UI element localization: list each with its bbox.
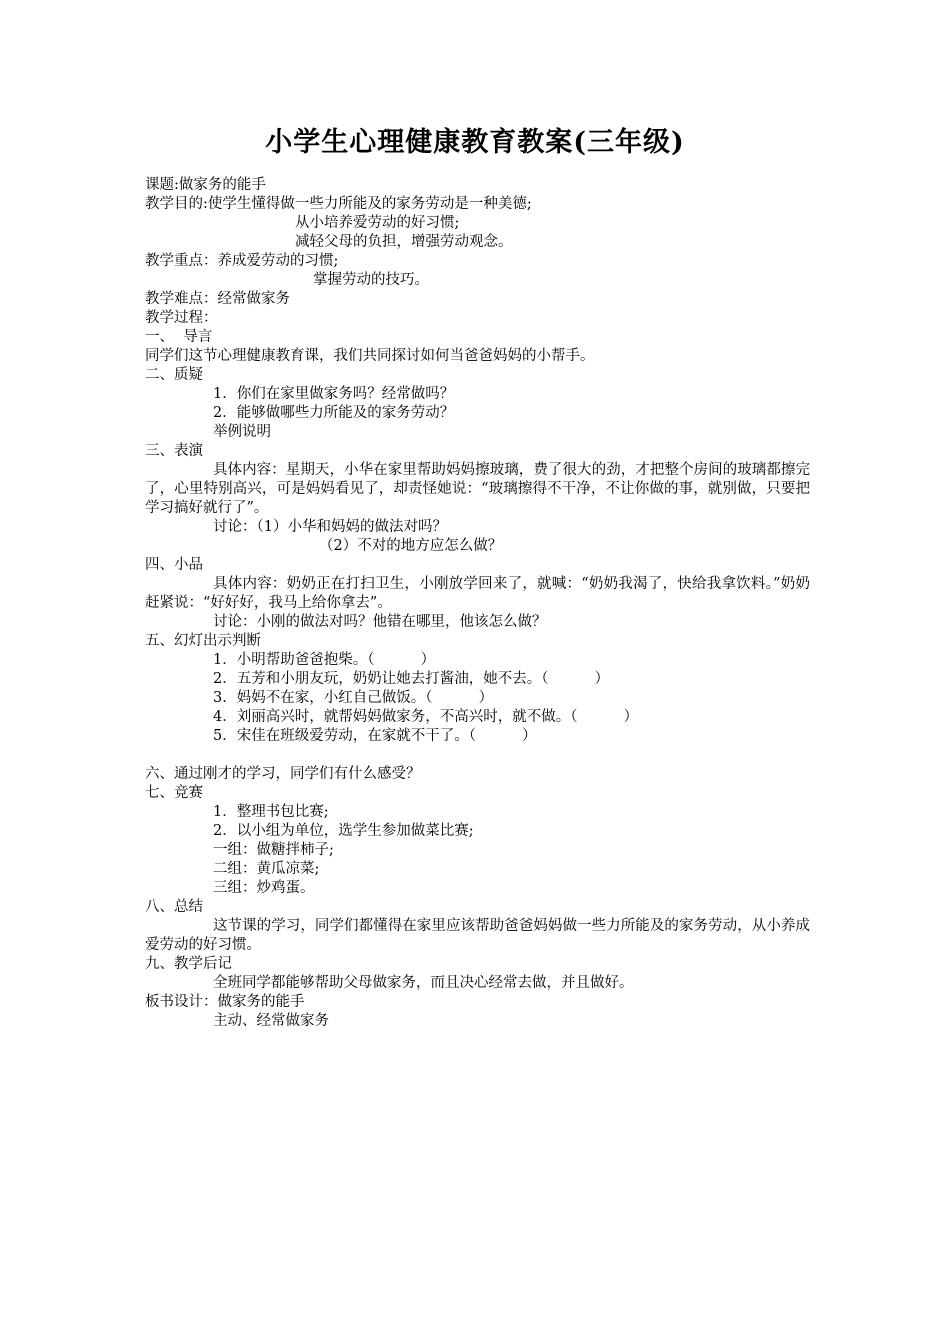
question-item-1: 1．你们在家里做家务吗？经常做吗？ xyxy=(213,386,455,402)
judgement-item-5: 5．宋佳在班级爱劳动，在家就不干了。（ ） xyxy=(213,728,537,744)
section-heading-8: 八、总结 xyxy=(145,899,203,915)
paragraph-intro: 同学们这节心理健康教育课，我们共同探讨如何当爸爸妈妈的小帮手。 xyxy=(145,348,595,364)
discussion-2: （2）不对的地方应怎么做？ xyxy=(319,538,503,554)
document-body xyxy=(145,176,810,1031)
contest-group-1: 一组：做糖拌柿子; xyxy=(213,842,334,858)
judgement-item-3: 3．妈妈不在家，小红自己做饭。（ ） xyxy=(213,690,494,706)
section-heading-7: 七、竞赛 xyxy=(145,785,203,801)
judgement-item-4: 4．刘丽高兴时，就帮妈妈做家务，不高兴时，就不做。（ ） xyxy=(213,709,639,725)
discussion-3: 讨论：小刚的做法对吗？他错在哪里，他该怎么做？ xyxy=(213,614,547,630)
section-heading-5: 五、幻灯出示判断 xyxy=(145,633,261,649)
teaching-goal-3: 减轻父母的负担，增强劳动观念。 xyxy=(295,234,513,250)
contest-group-3: 三组：炒鸡蛋。 xyxy=(213,880,315,896)
section-heading-9: 九、教学后记 xyxy=(145,956,232,972)
question-note: 举例说明 xyxy=(213,424,271,440)
teaching-difficulty: 教学难点：经常做家务 xyxy=(145,291,290,307)
contest-group-2: 二组：黄瓜凉菜; xyxy=(213,861,320,877)
judgement-item-2: 2．五芳和小朋友玩，奶奶让她去打酱油，她不去。（ ） xyxy=(213,671,610,687)
discussion-1: 讨论：（1）小华和妈妈的做法对吗？ xyxy=(213,519,447,535)
section-heading-1: 一、 导言 xyxy=(145,329,213,345)
contest-item-1: 1．整理书包比赛; xyxy=(213,804,329,820)
paragraph-summary: 这节课的学习，同学们都懂得在家里应该帮助爸爸妈妈做一些力所能及的家务劳动，从小养成爱劳动的好习惯。 xyxy=(145,918,810,953)
section-heading-3: 三、表演 xyxy=(145,443,203,459)
question-item-2: 2．能够做哪些力所能及的家务劳动？ xyxy=(213,405,455,421)
section-heading-6: 六、通过刚才的学习，同学们有什么感受？ xyxy=(145,766,421,782)
teaching-goal: 教学目的:使学生懂得做一些力所能及的家务劳动是一种美德; xyxy=(145,196,532,212)
paragraph-performance: 具体内容：星期天，小华在家里帮助妈妈擦玻璃，费了很大的劲，才把整个房间的玻璃都擦完了，心里特别高兴，可是妈妈看见了，却责怪她说：“玻璃擦得不干净，不让你做的事，就别做，只要把学习搞好就行了”。 xyxy=(145,462,810,516)
teaching-focus: 教学重点：养成爱劳动的习惯; xyxy=(145,253,339,269)
board-design-2: 主动、经常做家务 xyxy=(213,1013,329,1029)
teaching-focus-2: 掌握劳动的技巧。 xyxy=(313,272,429,288)
board-design: 板书设计：做家务的能手 xyxy=(145,994,305,1010)
contest-item-2: 2．以小组为单位，选学生参加做菜比赛; xyxy=(213,823,474,839)
paragraph-afterword: 全班同学都能够帮助父母做家务，而且决心经常去做，并且做好。 xyxy=(213,975,634,991)
teaching-process: 教学过程： xyxy=(145,310,218,326)
paragraph-skit: 具体内容：奶奶正在打扫卫生，小刚放学回来了，就喊：“奶奶我渴了，快给我拿饮料。”奶奶赶紧说：“好好好，我马上给你拿去”。 xyxy=(145,576,810,611)
document-title: 小学生心理健康教育教案(三年级) xyxy=(265,127,685,158)
teaching-goal-2: 从小培养爱劳动的好习惯; xyxy=(295,215,460,231)
judgement-item-1: 1．小明帮助爸爸抱柴。（ ） xyxy=(213,652,436,668)
section-heading-4: 四、小品 xyxy=(145,557,203,573)
lesson-topic: 课题:做家务的能手 xyxy=(145,177,266,193)
section-heading-2: 二、质疑 xyxy=(145,367,203,383)
